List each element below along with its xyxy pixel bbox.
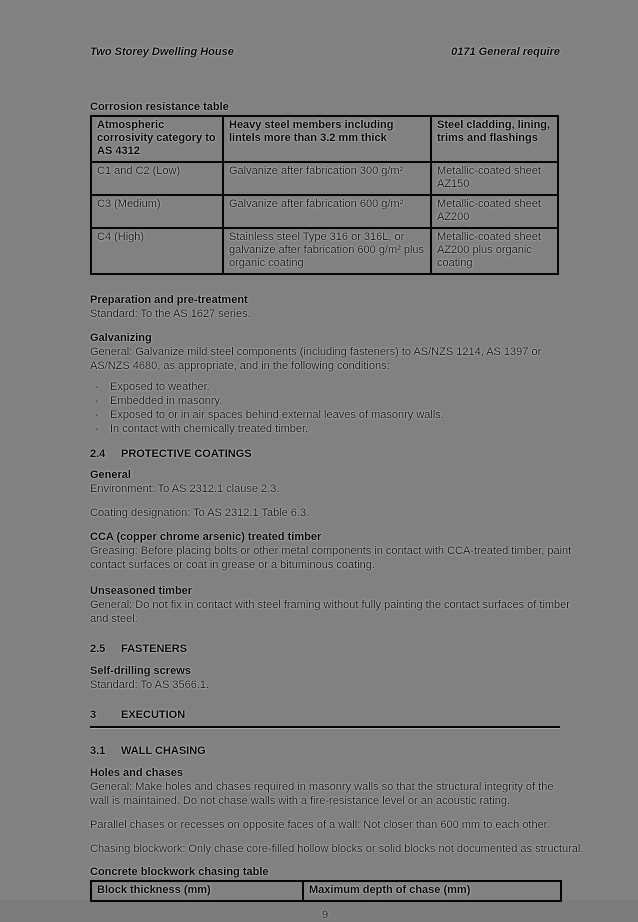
- section-number: 2.5: [90, 643, 106, 655]
- table-row: [91, 228, 558, 274]
- cca-body: Greasing: Before placing bolts or other metal components in contact with CCA-treated timber, paint contact surfaces or coat in grease or a bituminous coating.: [90, 545, 572, 571]
- list-item-text: Exposed to weather.: [110, 381, 210, 393]
- document-content: [90, 45, 584, 922]
- coating-designation-line: Coating designation: To AS 2312.1 Table 6.3.: [90, 507, 310, 519]
- concrete-blockwork-chasing-table: [90, 880, 562, 902]
- general-heading: General: [90, 469, 131, 481]
- cell-category: C4 (High): [91, 228, 223, 274]
- list-item: [90, 408, 574, 422]
- column-header-cladding: Steel cladding, lining, trims and flashings: [431, 116, 558, 162]
- cell-category: C3 (Medium): [91, 195, 223, 228]
- section-number: 3.1: [90, 745, 106, 757]
- section-protective-coatings: [90, 447, 574, 461]
- column-header-block-thickness: Block thickness (mm): [91, 881, 303, 901]
- cell-cladding: Metallic-coated sheet AZ150: [431, 162, 558, 195]
- cell-cladding: Metallic-coated sheet AZ200 plus organic coating: [431, 228, 558, 274]
- section-fasteners: [90, 642, 574, 656]
- list-item: [90, 380, 574, 394]
- section-execution: [90, 708, 560, 728]
- column-header-heavy-steel: Heavy steel members including lintels more than 3.2 mm thick: [223, 116, 431, 162]
- fasteners-standard-line: Standard: To AS 3566.1.: [90, 679, 210, 691]
- galvanizing-general-line: General: Galvanize mild steel components (including fasteners) to AS/NZS 1214, AS 1397 or AS/NZS 4680, as appropriate, and in the following conditions:: [90, 346, 542, 372]
- chasing-blockwork-line: Chasing blockwork: Only chase core-filled hollow blocks or solid blocks not documented as structural.: [90, 843, 584, 855]
- holes-chases-heading: Holes and chases: [90, 767, 183, 779]
- section-title: FASTENERS: [121, 643, 188, 655]
- cell-cladding: Metallic-coated sheet AZ200: [431, 195, 558, 228]
- list-item: [90, 394, 574, 408]
- column-header-corrosivity: Atmospheric corrosivity category to AS 4312: [91, 116, 223, 162]
- corrosion-resistance-table: [90, 115, 559, 275]
- table-row: [91, 162, 558, 195]
- bullet-dash: -: [95, 381, 99, 393]
- cca-heading: CCA (copper chrome arsenic) treated timber: [90, 531, 322, 543]
- table-header-row: [91, 116, 558, 162]
- section-wall-chasing: [90, 744, 574, 758]
- table-header-row: [91, 881, 561, 901]
- section-number: 3: [90, 709, 97, 721]
- table-row: [91, 195, 558, 228]
- cell-heavy-steel: Galvanize after fabrication 600 g/m²: [223, 195, 431, 228]
- unseasoned-body: General: Do not fix in contact with steel framing without fully painting the contact surfaces of timber and steel.: [90, 599, 570, 625]
- list-item-text: In contact with chemically treated timber.: [110, 423, 309, 435]
- cell-category: C1 and C2 (Low): [91, 162, 223, 195]
- parallel-chases-line: Parallel chases or recesses on opposite faces of a wall: Not closer than 600 mm to each other.: [90, 819, 550, 831]
- section-title: EXECUTION: [121, 709, 186, 721]
- unseasoned-heading: Unseasoned timber: [90, 585, 193, 597]
- preparation-heading: Preparation and pre-treatment: [90, 294, 248, 306]
- cell-heavy-steel: Galvanize after fabrication 300 g/m²: [223, 162, 431, 195]
- header-document-title: Two Storey Dwelling House: [90, 46, 234, 58]
- preparation-standard-line: Standard: To the AS 1627 series.: [90, 308, 251, 320]
- list-item: [90, 422, 574, 436]
- bullet-dash: -: [95, 409, 99, 421]
- cell-heavy-steel: Stainless steel Type 316 or 316L, or galvanize after fabrication 600 g/m² plus organic coating: [223, 228, 431, 274]
- section-title: PROTECTIVE COATINGS: [121, 448, 252, 460]
- page-number: 9: [321, 909, 329, 921]
- galvanizing-heading: Galvanizing: [90, 332, 152, 344]
- bullet-dash: -: [95, 423, 99, 435]
- blockwork-table-title: Concrete blockwork chasing table: [90, 866, 269, 878]
- galvanizing-conditions-list: [90, 380, 574, 436]
- corrosion-table-title: Corrosion resistance table: [90, 101, 229, 113]
- running-header: [90, 45, 560, 59]
- column-header-max-depth: Maximum depth of chase (mm): [303, 881, 561, 901]
- section-title: WALL CHASING: [121, 745, 206, 757]
- self-drilling-heading: Self-drilling screws: [90, 665, 191, 677]
- list-item-text: Embedded in masonry.: [110, 395, 223, 407]
- header-section-reference: 0171 General require: [451, 46, 560, 58]
- list-item-text: Exposed to or in air spaces behind external leaves of masonry walls.: [110, 409, 444, 421]
- section-number: 2.4: [90, 448, 106, 460]
- bullet-dash: -: [95, 395, 99, 407]
- environment-line: Environment: To AS 2312.1 clause 2.3.: [90, 483, 280, 495]
- holes-chases-body: General: Make holes and chases required in masonry walls so that the structural integrity of the wall is maintained. Do not chase walls with a fire-resistance level or an acoustic rating.: [90, 781, 554, 807]
